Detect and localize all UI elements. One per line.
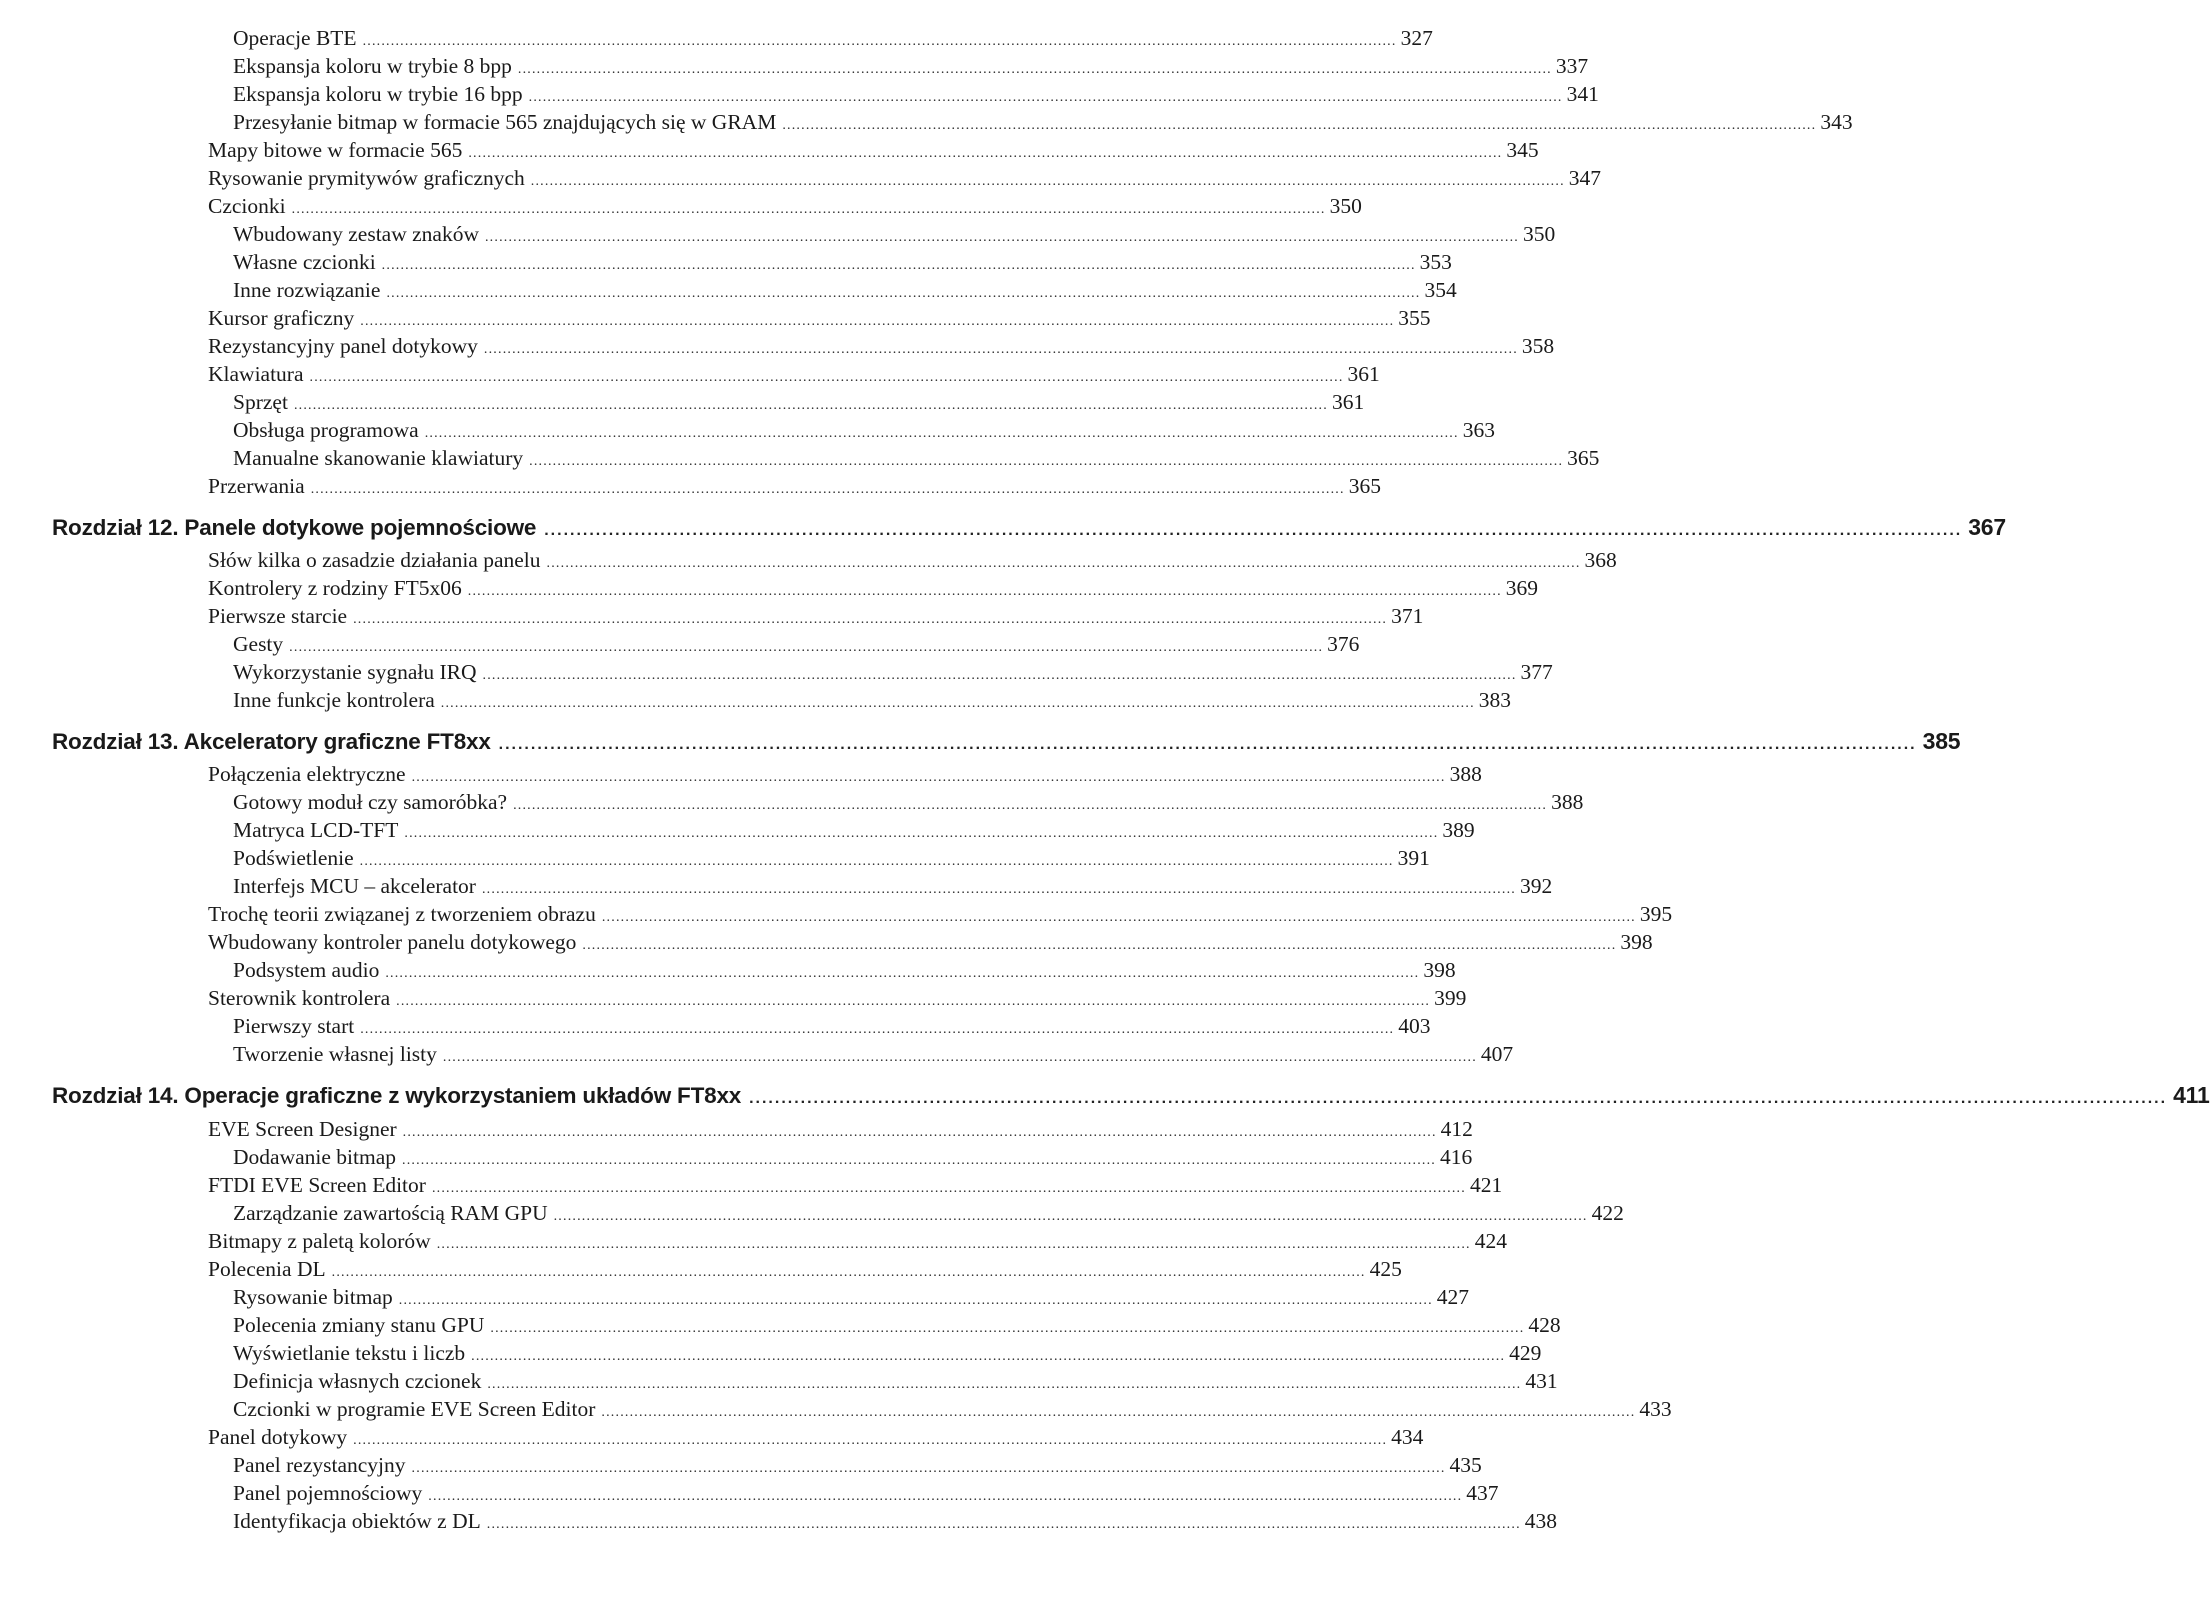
toc-entry — [233, 818, 1475, 846]
page-number: 398 — [1423, 958, 1456, 982]
toc-entry — [208, 902, 1673, 930]
dot-leader: ............................................................................................................................................................................................................................ — [431, 1181, 1466, 1196]
page-number: 425 — [1369, 1257, 1402, 1281]
toc-entry — [208, 362, 1380, 390]
chapter-title: Rozdział 14. Operacje graficzne z wykorzystaniem układów FT8xx — [52, 1083, 742, 1108]
page-number: 337 — [1555, 54, 1589, 78]
entry-title: Czcionki w programie EVE Screen Editor — [233, 1397, 596, 1421]
dot-leader: ............................................................................................................................................................................................................................ — [404, 826, 1439, 841]
toc-entry — [233, 1201, 1624, 1229]
entry-title: Trochę teorii związanej z tworzeniem obrazu — [208, 902, 596, 926]
page-number: 407 — [1480, 1042, 1514, 1066]
page-number: 365 — [1348, 474, 1381, 498]
entry-title: Ekspansja koloru w trybie 16 bpp — [233, 82, 523, 106]
page-number: 429 — [1509, 1341, 1542, 1365]
page-number: 377 — [1520, 660, 1553, 684]
dot-leader: ............................................................................................................................................................................................................................ — [310, 482, 1345, 497]
page-number: 361 — [1331, 390, 1365, 414]
entry-title: Własne czcionki — [233, 250, 376, 274]
page-number: 327 — [1400, 26, 1433, 50]
page-number: 437 — [1466, 1481, 1499, 1505]
entry-title: Manualne skanowanie klawiatury — [233, 446, 524, 470]
dot-leader: ............................................................................................................................................................................................................................ — [360, 314, 1395, 329]
page-number: 371 — [1391, 604, 1424, 628]
entry-title: Matryca LCD-TFT — [233, 818, 399, 842]
toc-entry — [233, 1397, 1672, 1425]
toc-entry — [208, 1173, 1503, 1201]
dot-leader: ............................................................................................................................................................................................................................ — [360, 1022, 1395, 1037]
page-number: 358 — [1521, 334, 1555, 358]
chapter-title: Rozdział 13. Akceleratory graficzne FT8xx — [52, 729, 491, 754]
entry-title: Podsystem audio — [233, 958, 380, 982]
dot-leader: ............................................................................................................................................................................................................................ — [529, 454, 1564, 469]
page-number: 368 — [1584, 548, 1617, 572]
entry-title: Inne rozwiązanie — [233, 278, 381, 302]
toc-entry — [233, 1042, 1514, 1070]
entry-title: Polecenia zmiany stanu GPU — [233, 1313, 485, 1337]
toc-entry — [233, 1453, 1482, 1481]
entry-title: Obsługa programowa — [233, 418, 419, 442]
page-number: 367 — [1968, 514, 2006, 540]
dot-leader: ............................................................................................................................................................................................................................ — [385, 966, 1420, 981]
dot-leader: ............................................................................................................................................................................................................................ — [546, 556, 1581, 571]
dot-leader: ............................................................................................................................................................................................................................ — [362, 34, 1397, 49]
toc-entry — [208, 194, 1362, 222]
toc-entry — [208, 762, 1482, 790]
toc-entry — [208, 306, 1431, 334]
entry-title: Rezystancyjny panel dotykowy — [208, 334, 478, 358]
page-number: 343 — [1820, 110, 1853, 134]
entry-title: EVE Screen Designer — [208, 1117, 397, 1141]
dot-leader: ............................................................................................................................................................................................................................ — [442, 1050, 1477, 1065]
dot-leader: ............................................................................................................................................................................................................................ — [481, 882, 1516, 897]
toc-entry — [208, 548, 1617, 576]
page-number: 365 — [1567, 446, 1600, 470]
toc-entry — [233, 1145, 1473, 1173]
toc-entry — [233, 446, 1600, 474]
entry-title: Wbudowany kontroler panelu dotykowego — [208, 930, 577, 954]
dot-leader: ............................................................................................................................................................................................................................ — [440, 696, 1475, 711]
entry-title: Tworzenie własnej listy — [233, 1042, 437, 1066]
toc-entry — [233, 250, 1452, 278]
dot-leader: ............................................................................................................................................................................................................................ — [528, 90, 1563, 105]
toc-entry — [233, 632, 1360, 660]
page-number: 438 — [1524, 1509, 1558, 1533]
toc-entry — [233, 846, 1430, 874]
page-number: 363 — [1462, 418, 1495, 442]
page-number: 350 — [1329, 194, 1362, 218]
page-number: 376 — [1327, 632, 1360, 656]
page-number: 398 — [1620, 930, 1653, 954]
page-number: 354 — [1424, 278, 1457, 302]
toc-chapter-entry — [52, 1082, 2210, 1116]
toc-entry — [233, 82, 1599, 110]
toc-entry — [208, 166, 1602, 194]
entry-title: Połączenia elektryczne — [208, 762, 406, 786]
dot-leader: ............................................................................................................................................................................................................................ — [544, 522, 1963, 539]
page-number: 388 — [1449, 762, 1482, 786]
page-number: 412 — [1440, 1117, 1473, 1141]
page-number: 403 — [1398, 1014, 1431, 1038]
dot-leader: ............................................................................................................................................................................................................................ — [309, 370, 1344, 385]
entry-title: Sterownik kontrolera — [208, 986, 391, 1010]
toc-entry — [233, 1014, 1431, 1042]
entry-title: Podświetlenie — [233, 846, 354, 870]
entry-title: Wykorzystanie sygnału IRQ — [233, 660, 477, 684]
page-number: 411 — [2173, 1082, 2210, 1108]
toc-entry — [233, 958, 1456, 986]
entry-title: Polecenia DL — [208, 1257, 326, 1281]
entry-title: Dodawanie bitmap — [233, 1145, 396, 1169]
entry-title: Rysowanie prymitywów graficznych — [208, 166, 525, 190]
entry-title: Czcionki — [208, 194, 286, 218]
page-number: 385 — [1922, 728, 1961, 754]
entry-title: Mapy bitowe w formacie 565 — [208, 138, 463, 162]
page-number: 341 — [1566, 82, 1599, 106]
dot-leader: ............................................................................................................................................................................................................................ — [386, 286, 1421, 301]
dot-leader: ............................................................................................................................................................................................................................ — [487, 1377, 1522, 1392]
entry-title: Ekspansja koloru w trybie 8 bpp — [233, 54, 512, 78]
page-number: 389 — [1442, 818, 1475, 842]
page-number: 391 — [1397, 846, 1430, 870]
toc-entry — [233, 1313, 1561, 1341]
toc-entry — [233, 1285, 1470, 1313]
entry-title: Kursor graficzny — [208, 306, 355, 330]
page-number: 428 — [1528, 1313, 1561, 1337]
toc-entry — [233, 278, 1457, 306]
toc-entry — [233, 874, 1553, 902]
dot-leader: ............................................................................................................................................................................................................................ — [436, 1237, 1471, 1252]
entry-title: Operacje BTE — [233, 26, 357, 50]
dot-leader: ............................................................................................................................................................................................................................ — [353, 1433, 1388, 1448]
dot-leader: ............................................................................................................................................................................................................................ — [471, 1349, 1506, 1364]
dot-leader: ............................................................................................................................................................................................................................ — [402, 1125, 1437, 1140]
toc-entry — [208, 1425, 1424, 1453]
dot-leader: ............................................................................................................................................................................................................................ — [582, 938, 1617, 953]
entry-title: Rysowanie bitmap — [233, 1285, 393, 1309]
entry-title: Słów kilka o zasadzie działania panelu — [208, 548, 541, 572]
entry-title: Kontrolery z rodziny FT5x06 — [208, 576, 462, 600]
entry-title: Panel rezystancyjny — [233, 1453, 406, 1477]
entry-title: Wyświetlanie tekstu i liczb — [233, 1341, 466, 1365]
toc-entry — [208, 138, 1539, 166]
entry-title: Przerwania — [208, 474, 305, 498]
toc-entry — [208, 1257, 1402, 1285]
toc-entry — [208, 604, 1424, 632]
dot-leader: ............................................................................................................................................................................................................................ — [402, 1153, 1436, 1168]
dot-leader: ............................................................................................................................................................................................................................ — [517, 62, 1552, 77]
dot-leader: ............................................................................................................................................................................................................................ — [749, 1090, 2168, 1107]
entry-title: Identyfikacja obiektów z DL — [233, 1509, 481, 1533]
dot-leader: ............................................................................................................................................................................................................................ — [486, 1517, 1521, 1532]
entry-title: Pierwszy start — [233, 1014, 355, 1038]
toc-entry — [233, 1509, 1558, 1537]
page-number: 427 — [1436, 1285, 1470, 1309]
dot-leader: ............................................................................................................................................................................................................................ — [411, 1461, 1446, 1476]
entry-title: Gotowy moduł czy samoróbka? — [233, 790, 508, 814]
page-number: 424 — [1474, 1229, 1507, 1253]
toc-entry — [208, 474, 1381, 502]
dot-leader: ............................................................................................................................................................................................................................ — [490, 1321, 1525, 1336]
toc-entry — [208, 1229, 1507, 1257]
dot-leader: ............................................................................................................................................................................................................................ — [424, 426, 1459, 441]
dot-leader: ............................................................................................................................................................................................................................ — [482, 668, 1517, 683]
entry-title: Zarządzanie zawartością RAM GPU — [233, 1201, 548, 1225]
toc-entry — [208, 576, 1539, 604]
entry-title: Panel dotykowy — [208, 1425, 348, 1449]
dot-leader: ............................................................................................................................................................................................................................ — [553, 1209, 1588, 1224]
entry-title: FTDI EVE Screen Editor — [208, 1173, 426, 1197]
dot-leader: ............................................................................................................................................................................................................................ — [289, 640, 1324, 655]
dot-leader: ............................................................................................................................................................................................................................ — [428, 1489, 1463, 1504]
toc-entry — [233, 1481, 1499, 1509]
page-number: 353 — [1419, 250, 1452, 274]
entry-title: Przesyłanie bitmap w formacie 565 znajdujących się w GRAM — [233, 110, 777, 134]
dot-leader: ............................................................................................................................................................................................................................ — [601, 1405, 1636, 1420]
toc-entry — [233, 110, 1853, 138]
dot-leader: ............................................................................................................................................................................................................................ — [291, 202, 1326, 217]
entry-title: Interfejs MCU – akcelerator — [233, 874, 476, 898]
entry-title: Inne funkcje kontrolera — [233, 688, 435, 712]
page-number: 361 — [1347, 362, 1380, 386]
entry-title: Wbudowany zestaw znaków — [233, 222, 479, 246]
page-number: 431 — [1525, 1369, 1558, 1393]
dot-leader: ............................................................................................................................................................................................................................ — [396, 994, 1431, 1009]
dot-leader: ............................................................................................................................................................................................................................ — [782, 118, 1817, 133]
page-number: 421 — [1469, 1173, 1503, 1197]
entry-title: Bitmapy z paletą kolorów — [208, 1229, 431, 1253]
dot-leader: ............................................................................................................................................................................................................................ — [398, 1293, 1433, 1308]
page-number: 392 — [1519, 874, 1553, 898]
page-number: 350 — [1522, 222, 1556, 246]
page-number: 422 — [1591, 1201, 1624, 1225]
entry-title: Gesty — [233, 632, 284, 656]
toc-entry — [233, 26, 1433, 54]
page-number: 388 — [1551, 790, 1584, 814]
toc-entry — [208, 334, 1555, 362]
page-number: 355 — [1398, 306, 1431, 330]
dot-leader: ............................................................................................................................................................................................................................ — [601, 910, 1636, 925]
page-number: 399 — [1434, 986, 1467, 1010]
toc-entry — [233, 418, 1495, 446]
dot-leader: ............................................................................................................................................................................................................................ — [381, 258, 1416, 273]
toc-chapter-entry — [52, 514, 2006, 548]
toc-entry — [233, 688, 1512, 716]
entry-title: Definicja własnych czcionek — [233, 1369, 482, 1393]
dot-leader: ............................................................................................................................................................................................................................ — [411, 770, 1446, 785]
chapter-title: Rozdział 12. Panele dotykowe pojemnościowe — [52, 515, 537, 540]
page-number: 435 — [1449, 1453, 1482, 1477]
toc-entry — [208, 930, 1653, 958]
page-number: 347 — [1568, 166, 1602, 190]
dot-leader: ............................................................................................................................................................................................................................ — [353, 612, 1388, 627]
page-number: 433 — [1639, 1397, 1672, 1421]
toc-entry — [233, 390, 1365, 418]
page-number: 383 — [1478, 688, 1512, 712]
page-number: 395 — [1639, 902, 1673, 926]
entry-title: Klawiatura — [208, 362, 304, 386]
dot-leader: ............................................................................................................................................................................................................................ — [468, 146, 1503, 161]
toc-entry — [233, 54, 1589, 82]
page-number: 416 — [1440, 1145, 1473, 1169]
dot-leader: ............................................................................................................................................................................................................................ — [484, 230, 1519, 245]
page-number: 434 — [1391, 1425, 1424, 1449]
dot-leader: ............................................................................................................................................................................................................................ — [498, 736, 1917, 753]
toc-entry — [208, 986, 1467, 1014]
dot-leader: ............................................................................................................................................................................................................................ — [483, 342, 1518, 357]
toc-entry — [233, 1369, 1558, 1397]
toc-entry — [233, 660, 1553, 688]
dot-leader: ............................................................................................................................................................................................................................ — [467, 584, 1502, 599]
toc-entry — [233, 1341, 1542, 1369]
toc-entry — [233, 790, 1584, 818]
entry-title: Panel pojemnościowy — [233, 1481, 423, 1505]
dot-leader: ............................................................................................................................................................................................................................ — [530, 174, 1565, 189]
page-number: 345 — [1506, 138, 1539, 162]
toc-entry — [208, 1117, 1473, 1145]
page-number: 369 — [1505, 576, 1539, 600]
dot-leader: ............................................................................................................................................................................................................................ — [513, 798, 1548, 813]
dot-leader: ............................................................................................................................................................................................................................ — [331, 1265, 1366, 1280]
toc-entry — [233, 222, 1556, 250]
entry-title: Pierwsze starcie — [208, 604, 348, 628]
toc-chapter-entry — [52, 728, 1961, 762]
dot-leader: ............................................................................................................................................................................................................................ — [359, 854, 1394, 869]
dot-leader: ............................................................................................................................................................................................................................ — [293, 398, 1328, 413]
entry-title: Sprzęt — [233, 390, 288, 414]
